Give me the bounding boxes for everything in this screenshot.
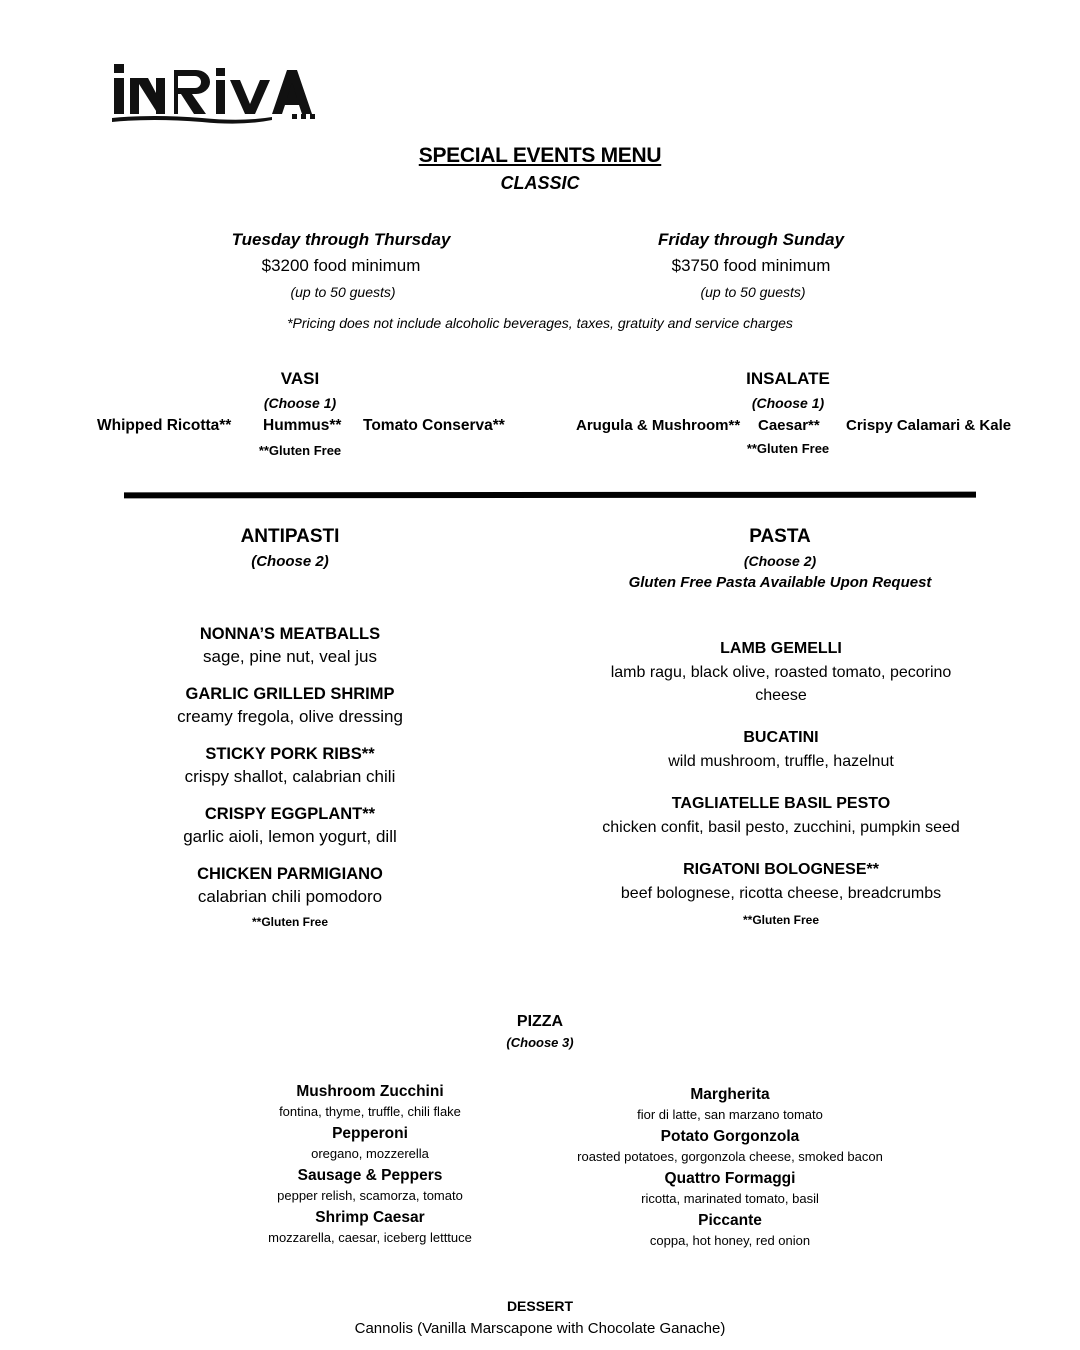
menu-item: [595, 640, 967, 707]
vasi-choose: (Choose 1): [263, 395, 337, 411]
pasta-section: [560, 526, 1000, 591]
pizza-desc: fontina, thyme, truffle, chili flake: [279, 1104, 461, 1119]
insalate-choose: (Choose 1): [751, 395, 825, 411]
item-name: STICKY PORK RIBS**: [205, 745, 375, 763]
pizza-name: Quattro Formaggi: [664, 1170, 796, 1187]
page-title: SPECIAL EVENTS MENU: [418, 144, 662, 167]
item-name: TAGLIATELLE BASIL PESTO: [671, 795, 891, 812]
pizza-name: Sausage & Peppers: [297, 1167, 443, 1184]
pricing-days: Tuesday through Thursday: [231, 230, 451, 249]
menu-item: [140, 865, 440, 907]
pizza-name: Shrimp Caesar: [315, 1209, 425, 1226]
menu-item: [140, 805, 440, 847]
section-divider: [124, 492, 976, 499]
vasi-title: VASI: [280, 369, 320, 388]
pizza-item: [560, 1170, 900, 1206]
insalate-option: Arugula & Mushroom**: [576, 417, 741, 434]
item-desc: calabrian chili pomodoro: [197, 887, 383, 906]
item-desc: crispy shallot, calabrian chili: [184, 767, 396, 786]
item-name: CHICKEN PARMIGIANO: [197, 865, 383, 883]
pizza-desc: fior di latte, san marzano tomato: [637, 1107, 823, 1122]
pizza-item: [240, 1083, 500, 1119]
menu-item: [595, 795, 967, 839]
pasta-list: [595, 640, 967, 927]
item-desc: wild mushroom, truffle, hazelnut: [668, 753, 894, 770]
vasi-gluten-note: **Gluten Free: [258, 443, 342, 458]
pricing-weekday: [176, 230, 506, 300]
antipasti-title: ANTIPASTI: [240, 526, 340, 547]
pizza-desc: mozzarella, caesar, iceberg letttuce: [268, 1230, 472, 1245]
menu-item: [595, 729, 967, 773]
item-desc: garlic aioli, lemon yogurt, dill: [183, 827, 397, 846]
pricing-guests: (up to 50 guests): [700, 284, 806, 300]
pasta-gf-request: Gluten Free Pasta Available Upon Request: [628, 574, 932, 591]
pizza-name: Piccante: [698, 1212, 762, 1229]
menu-item: [595, 861, 967, 905]
pizza-list-right: [560, 1086, 900, 1254]
pricing-guests: (up to 50 guests): [290, 284, 396, 300]
vasi-option: Hummus**: [263, 417, 342, 434]
pasta-gluten-note: **Gluten Free: [742, 913, 820, 927]
item-name: LAMB GEMELLI: [720, 640, 842, 657]
pizza-desc: ricotta, marinated tomato, basil: [641, 1191, 819, 1206]
insalate-title: INSALATE: [746, 369, 830, 388]
dessert-item: Cannolis (Vanilla Marscapone with Chocolate Ganache): [354, 1320, 726, 1337]
item-desc: chicken confit, basil pesto, zucchini, pumpkin seed: [602, 819, 960, 836]
pizza-desc: roasted potatoes, gorgonzola cheese, smoked bacon: [577, 1149, 883, 1164]
pricing-minimum: $3750 food minimum: [671, 256, 831, 275]
pizza-name: Pepperoni: [332, 1125, 408, 1142]
menu-item: [140, 625, 440, 667]
pizza-item: [560, 1086, 900, 1122]
insalate-gluten-note: **Gluten Free: [746, 441, 830, 456]
pasta-choose: (Choose 2): [743, 553, 817, 569]
pizza-name: Mushroom Zucchini: [296, 1083, 444, 1100]
pizza-desc: coppa, hot honey, red onion: [649, 1233, 811, 1248]
pizza-desc: pepper relish, scamorza, tomato: [277, 1188, 463, 1203]
pizza-item: [560, 1128, 900, 1164]
vasi-option: Tomato Conserva**: [363, 417, 505, 434]
item-desc: sage, pine nut, veal jus: [203, 647, 377, 666]
pizza-item: [240, 1125, 500, 1161]
item-name: CRISPY EGGPLANT**: [204, 805, 376, 823]
pricing-minimum: $3200 food minimum: [261, 256, 421, 275]
antipasti-list: [140, 625, 440, 929]
item-desc: lamb ragu, black olive, roasted tomato, pecorino cheese: [610, 664, 952, 704]
pizza-desc: oregano, mozzerella: [311, 1146, 429, 1161]
item-name: BUCATINI: [743, 729, 819, 746]
item-desc: beef bolognese, ricotta cheese, breadcrumbs: [620, 885, 942, 902]
pizza-section: [0, 1013, 1080, 1050]
menu-item: [140, 745, 440, 787]
item-name: GARLIC GRILLED SHRIMP: [185, 685, 395, 703]
page-subtitle: CLASSIC: [500, 173, 580, 193]
item-name: RIGATONI BOLOGNESE**: [683, 861, 879, 878]
menu-item: [140, 685, 440, 727]
inriva-logo: [112, 62, 322, 128]
pizza-title: PIZZA: [516, 1013, 564, 1030]
antipasti-gluten-note: **Gluten Free: [251, 915, 329, 929]
vasi-option: Whipped Ricotta**: [97, 417, 232, 434]
item-name: NONNA’S MEATBALLS: [199, 625, 381, 643]
pizza-name: Potato Gorgonzola: [660, 1128, 800, 1145]
antipasti-section: [140, 526, 440, 570]
pasta-title: PASTA: [749, 526, 811, 547]
pizza-list-left: [240, 1083, 500, 1251]
pizza-item: [240, 1209, 500, 1245]
pricing-days: Friday through Sunday: [657, 230, 845, 249]
pricing-weekend: [586, 230, 916, 300]
item-desc: creamy fregola, olive dressing: [177, 707, 403, 726]
pizza-item: [240, 1167, 500, 1203]
pizza-choose: (Choose 3): [506, 1035, 574, 1050]
logo-text: inRiva...: [112, 62, 116, 63]
insalate-option: Crispy Calamari & Kale: [846, 417, 1012, 434]
pricing-note: *Pricing does not include alcoholic beverages, taxes, gratuity and service charges: [287, 315, 793, 331]
insalate-option: Caesar**: [758, 417, 820, 434]
antipasti-choose: (Choose 2): [251, 553, 329, 570]
pizza-name: Margherita: [690, 1086, 770, 1103]
dessert-title: DESSERT: [506, 1298, 574, 1314]
pizza-item: [560, 1212, 900, 1248]
dessert-section: [0, 1298, 1080, 1337]
